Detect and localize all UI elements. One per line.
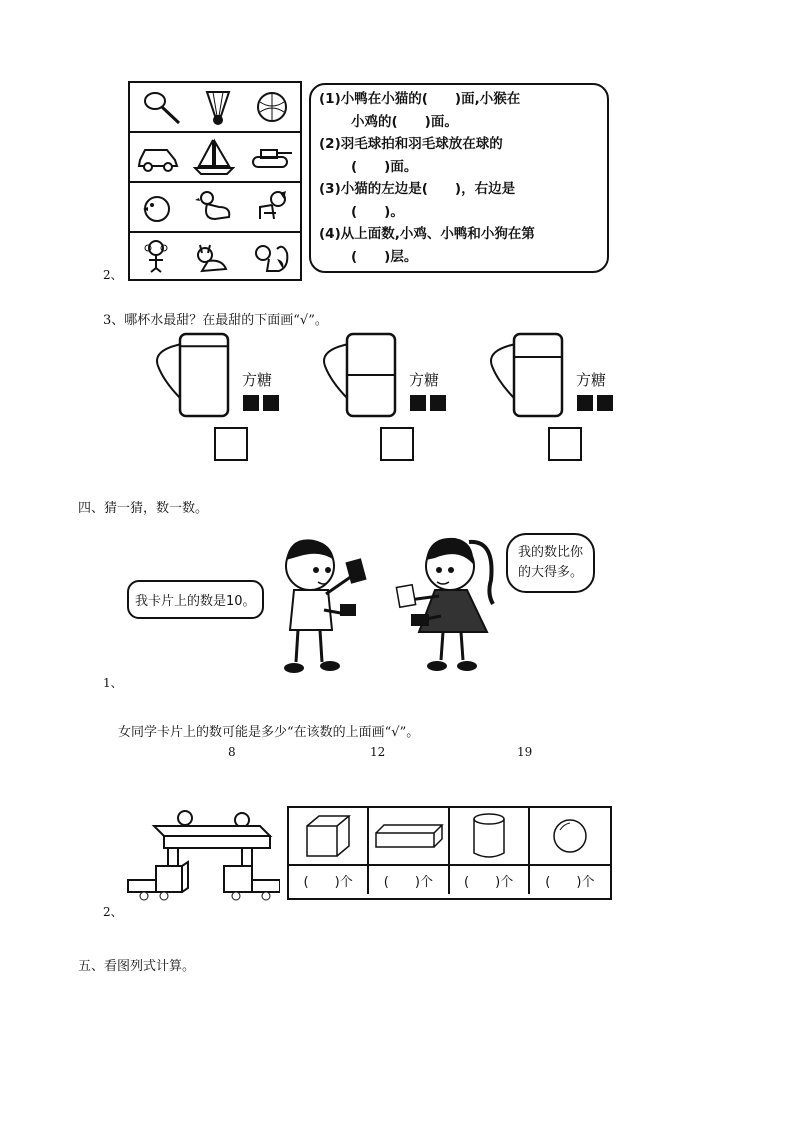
shape-cell-cube xyxy=(289,808,369,864)
cup-2-icon xyxy=(317,330,402,420)
answer-box-cup-2[interactable] xyxy=(380,427,414,461)
girl-speech-bubble xyxy=(506,533,595,593)
question-line: ( )。 xyxy=(351,203,404,220)
section-4-title: 四、猜一猜，数一数。 xyxy=(78,501,209,516)
animal-object-grid xyxy=(128,81,302,281)
section-5-title: 五、看图列式计算。 xyxy=(78,959,196,974)
question-line: (3)小猫的左边是( )，右边是 xyxy=(319,181,516,197)
sphere-icon xyxy=(550,816,590,856)
grid-row-vehicles xyxy=(130,133,300,183)
ball-icon xyxy=(255,90,289,124)
shape-cell-cuboid xyxy=(369,808,449,864)
sugar-label-2: 方糖 xyxy=(409,371,440,389)
duck-icon xyxy=(195,189,233,225)
question-4-1-number: 1、 xyxy=(103,676,123,690)
cup-1-icon xyxy=(150,330,235,420)
grid-row-animals xyxy=(130,233,300,281)
shape-count-table xyxy=(287,806,612,900)
answer-box-cup-1[interactable] xyxy=(214,427,248,461)
cylinder-icon xyxy=(469,811,509,861)
position-questions-box xyxy=(309,83,609,273)
grid-row-birds-dog xyxy=(130,183,300,233)
cuboid-icon xyxy=(372,821,444,851)
tank-icon xyxy=(249,144,293,170)
question-line: ( )层。 xyxy=(351,248,418,265)
badminton-racket-icon xyxy=(141,89,181,125)
monkey-icon xyxy=(139,238,173,276)
grid-row-sports xyxy=(130,83,300,133)
question-3-title: 3、哪杯水最甜？在最甜的下面画“√”。 xyxy=(103,313,328,328)
girl-speech-line-2: 的大得多。 xyxy=(518,565,584,580)
boy-illustration xyxy=(270,530,380,680)
question-line: ( )面。 xyxy=(351,158,418,175)
sailboat-icon xyxy=(193,138,235,176)
sugar-cubes-3 xyxy=(577,395,617,415)
cup-3-icon xyxy=(484,330,569,420)
car-icon xyxy=(137,142,179,172)
answer-box-cup-3[interactable] xyxy=(548,427,582,461)
chick-icon xyxy=(140,190,174,224)
sugar-label-1: 方糖 xyxy=(242,371,273,389)
cube-icon xyxy=(301,812,355,860)
girl-speech-line-1: 我的数比你 xyxy=(518,545,584,560)
sugar-label-3: 方糖 xyxy=(576,371,607,389)
option-19[interactable]: 19 xyxy=(517,745,533,759)
shape-cell-cylinder xyxy=(450,808,530,864)
option-8[interactable]: 8 xyxy=(228,745,236,759)
boy-speech-text: 我卡片上的数是10。 xyxy=(135,594,256,609)
question-line: (1)小鸭在小猫的( )面,小猴在 xyxy=(319,91,521,107)
cat-icon xyxy=(192,239,232,275)
option-12[interactable]: 12 xyxy=(370,745,386,759)
count-cylinder[interactable]: ( )个 xyxy=(450,864,530,894)
question-line: 小鸡的( )面。 xyxy=(351,113,458,130)
question-number-2: 2、 xyxy=(103,268,123,282)
shuttlecock-icon xyxy=(203,88,233,126)
sugar-cubes-1 xyxy=(243,395,283,415)
count-sphere[interactable]: ( )个 xyxy=(530,864,610,894)
count-cuboid[interactable]: ( )个 xyxy=(369,864,449,894)
boy-speech-bubble xyxy=(127,580,264,619)
question-line: (4)从上面数,小鸡、小鸭和小狗在第 xyxy=(319,226,535,242)
count-cube[interactable]: ( )个 xyxy=(289,864,369,894)
question-line: (2)羽毛球拍和羽毛球放在球的 xyxy=(319,136,503,152)
toy-car-shapes-illustration xyxy=(120,808,280,908)
shape-cell-sphere xyxy=(530,808,610,864)
question-4-2-number: 2、 xyxy=(103,905,123,919)
girl-card-question: 女同学卡片上的数可能是多少“在该数的上面画“√”。 xyxy=(118,725,420,740)
dog-icon xyxy=(254,189,290,225)
sugar-cubes-2 xyxy=(410,395,450,415)
girl-illustration xyxy=(395,520,505,675)
squirrel-icon xyxy=(251,239,291,275)
